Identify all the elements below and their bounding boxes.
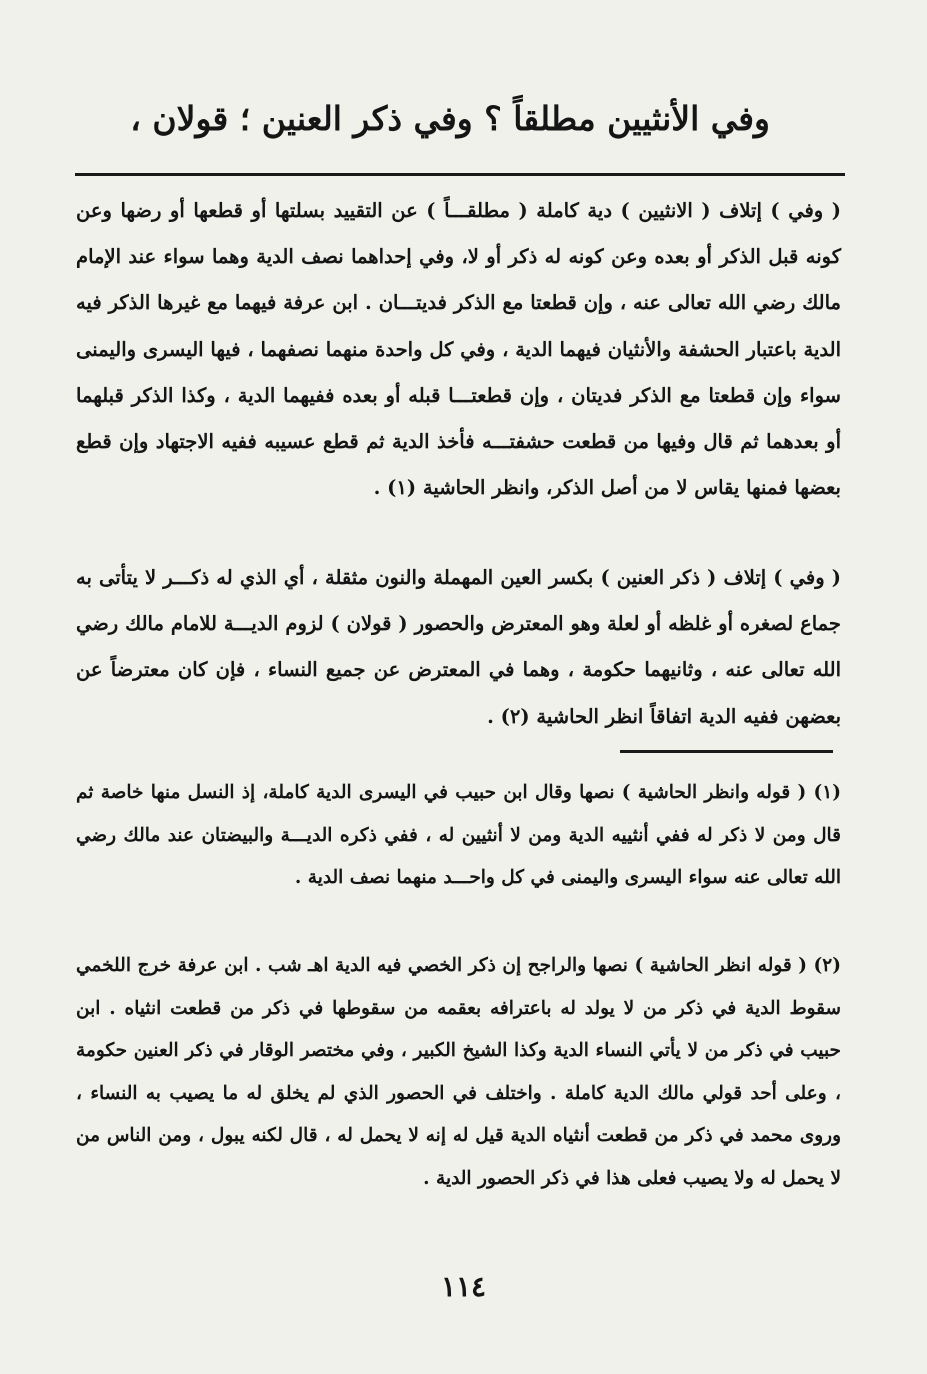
footnote-divider (620, 750, 833, 753)
footnote-1: (١) ( قوله وانظر الحاشية ) نصها وقال ابن حبيب في اليسرى الدية كاملة، إذ النسل منها خاصة ثم قال ومن لا ذكر له ففي أنثييه الدية ومن لا أنثيين له ، ففي ذكره الديـــة والبيضتان عند مالك رضي الله تعالى عنه سواء اليسرى واليمنى في كل واحـــد منهما نصف الدية . (76, 782, 841, 888)
body-paragraph-1: ( وفي ) إتلاف ( الانثيين ) دية كاملة ( مطلقـــاً ) عن التقييد بسلتها أو قطعها أو رضها وعن كونه قبل الذكر أو بعده وعن كونه له ذكر أو لا، وفي إحداهما نصف الدية وهما سواء عند الإمام مالك رضي الله تعالى عنه ، وإن قطعتا مع الذكر فديتـــان . ابن عرفة فيهما مع غيرها الذكر فيه الدية باعتبار الحشفة والأنثيان فيهما الدية ، وفي كل واحدة منهما نصفهما ، فيها اليسرى واليمنى سواء وإن قطعتا مع الذكر فديتان ، وإن قطعتـــا قبله أو بعده ففيهما الدية ، وكذا الذكر قبلهما أو بعدهما ثم قال وفيها من قطعت حشفتـــه فأخذ الدية ثم قطع عسيبه ففيه الاجتهاد وإن قطع بعضها فمنها يقاس لا من أصل الذكر، وانظر الحاشية (١) . (76, 199, 841, 500)
footnote-2: (٢) ( قوله انظر الحاشية ) نصها والراجح إن ذكر الخصي فيه الدية اهـ شب . ابن عرفة خرج اللخمي سقوط الدية في ذكر من لا يولد له باعترافه بعقمه من سقوطها في ذكر من قطعت انثياه . ابن حبيب في ذكر من لا يأتي النساء الدية وكذا الشيخ الكبير ، وفي مختصر الوقار في ذكر العنين حكومة ، وعلى أحد قولي مالك الدية كاملة . واختلف في الحصور الذي لم يخلق له ما يصيب به النساء ، وروى محمد في ذكر من قطعت أنثياه الدية قيل له إنه لا يحمل له ، قال لكنه يبول ، ومن الناس من لا يحمل له ولا يصيب فعلى هذا في ذكر الحصور الدية . (76, 955, 841, 1189)
header-divider (75, 173, 845, 176)
body-paragraph-2: ( وفي ) إتلاف ( ذكر العنين ) بكسر العين المهملة والنون مثقلة ، أي الذي له ذكـــر لا يتأتى به جماع لصغره أو غلظه أو لعلة وهو المعترض والحصور ( قولان ) لزوم الديـــة للامام مالك رضي الله تعالى عنه ، وثانيهما حكومة ، وهما في المعترض عن جميع النساء ، فإن كان معترضاً عن بعضهن ففيه الدية اتفاقاً انظر الحاشية (٢) . (76, 566, 841, 728)
page-header: وفي الأنثيين مطلقاً ؟ وفي ذكر العنين ؛ قولان ، (130, 99, 770, 138)
page-number: ١١٤ (440, 1270, 487, 1303)
